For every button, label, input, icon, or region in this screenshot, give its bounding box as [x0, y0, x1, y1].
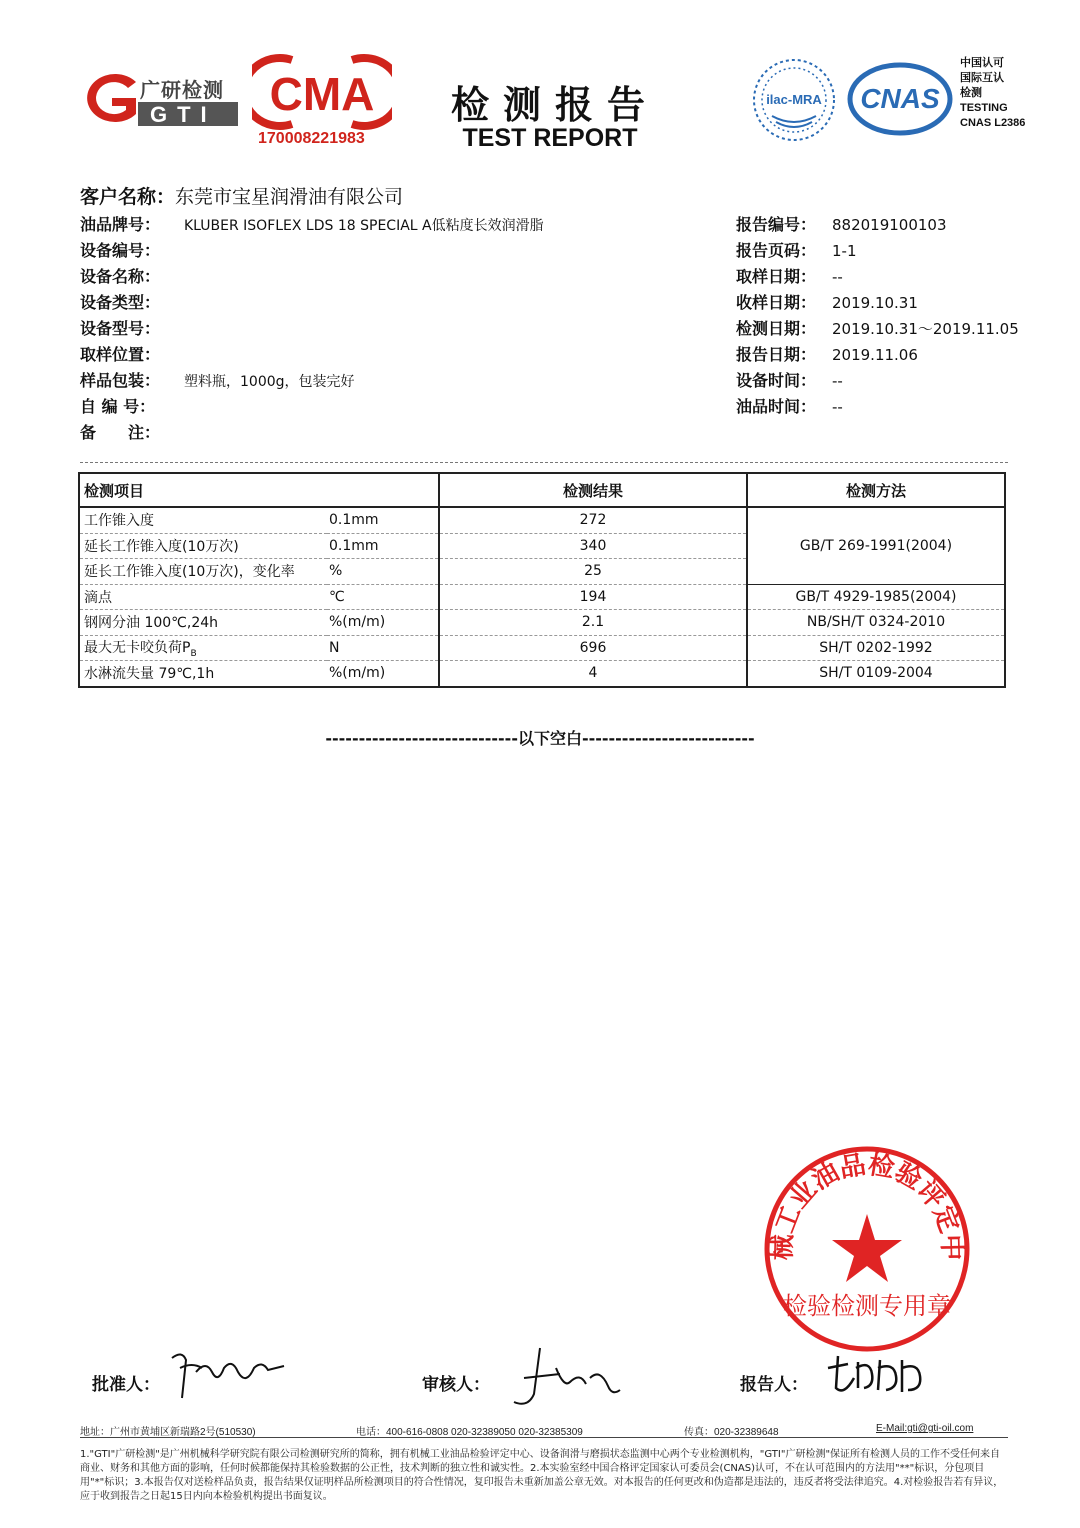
- info-row-page: [736, 238, 1056, 264]
- test-unit: %: [327, 559, 439, 585]
- svg-text:检验检测专用章: 检验检测专用章: [783, 1292, 951, 1320]
- test-result: 272: [439, 507, 747, 533]
- test-method: NB/SH/T 0324-2010: [747, 610, 1005, 636]
- test-item: 钢网分油 100℃,24h: [79, 610, 327, 636]
- info-value: 2019.11.06: [832, 346, 918, 364]
- footer-divider: [80, 1437, 1008, 1438]
- ilac-mra-mark: [750, 56, 838, 144]
- gti-logo: [78, 68, 243, 132]
- client-name-row: [80, 182, 403, 209]
- info-label: 样品包装：: [80, 371, 161, 390]
- info-value: --: [832, 398, 843, 416]
- test-item: 工作锥入度: [79, 507, 327, 533]
- info-row-equipment-time: [736, 368, 1056, 394]
- info-row-report-date: [736, 342, 1056, 368]
- cnas-caption-line: CNAS L2386: [960, 117, 1026, 129]
- table-row: [79, 507, 1005, 533]
- info-label: 油品牌号：: [80, 215, 161, 234]
- column-header-method: 检测方法: [747, 473, 1005, 507]
- test-item-text: 最大无卡咬负荷P: [84, 639, 191, 656]
- test-result: 4: [439, 661, 747, 687]
- info-label: 自 编 号：: [80, 397, 156, 416]
- info-value: 2019.10.31～2019.11.05: [832, 320, 1019, 338]
- test-item-subscript: B: [190, 648, 197, 659]
- info-row-received-date: [736, 290, 1056, 316]
- info-label: 设备类型：: [80, 293, 161, 312]
- info-value: --: [832, 372, 843, 390]
- test-item: 水淋流失量 79℃,1h: [79, 661, 327, 687]
- test-unit: N: [327, 635, 439, 661]
- test-item: [79, 635, 327, 661]
- info-value: 882019100103: [832, 216, 947, 234]
- approver-signature: [162, 1338, 292, 1412]
- info-row-sampling-date: [736, 264, 1056, 290]
- cma-number: 170008221983: [258, 130, 365, 147]
- svg-text:ilac-MRA: ilac-MRA: [766, 92, 822, 107]
- test-result: 2.1: [439, 610, 747, 636]
- ilac-mra-logo: [750, 56, 838, 144]
- info-value: 1-1: [832, 242, 857, 260]
- cma-logo: [252, 52, 392, 152]
- info-row-equipment-type: [80, 290, 680, 316]
- svg-text:GTI: GTI: [150, 102, 217, 127]
- info-label: 备 注：: [80, 423, 161, 442]
- info-row-oil-time: [736, 394, 1056, 420]
- report-info-right: [736, 212, 1056, 420]
- info-label: 设备编号：: [80, 241, 161, 260]
- cnas-caption-line: 检测: [960, 87, 982, 99]
- reporter-signature-mark: [818, 1338, 938, 1408]
- footer-notes: 1."GTI"广研检测"是广州机械科学研究院有限公司检测研究所的简称，拥有机械工业油品检验评定中心、设备润滑与磨损状态监测中心两个专业检测机构，"GTI"广研检测"保证所有检测人员的工作不受任何来自商业、财务和其他方面的影响，任何时候都能保持其检验数据的公正性，技术判断的独立性和诚实性。2.本实验室经中国合格评定国家认可委员会(CNAS)认可，不在认可范围内的方法用"**"标识，分包项目用"*"标识；3.本报告仅对送检样品负责，报告结果仅证明样品所检测项目的符合性情况，复印报告未重新加盖公章无效。对本报告的任何更改和伪造都是违法的，违反者将受法律追究。4.对检验报告若有异议，应于收到报告之日起15日内向本检验机构提出书面复议。: [80, 1449, 1004, 1502]
- info-value: KLUBER ISOFLEX LDS 18 SPECIAL A低粘度长效润滑脂: [184, 218, 544, 234]
- info-row-report-number: [736, 212, 1056, 238]
- info-row-remarks: [80, 420, 680, 446]
- info-row-equipment-id: [80, 238, 680, 264]
- cnas-mark: [846, 60, 954, 138]
- cnas-logo: [846, 60, 954, 138]
- table-row: [79, 610, 1005, 636]
- approver-signature-mark: [162, 1338, 292, 1408]
- cnas-caption: [960, 56, 1025, 131]
- info-label: 设备时间：: [736, 371, 817, 390]
- info-value: --: [832, 268, 843, 286]
- info-row-equipment-model: [80, 316, 680, 342]
- footer-email-link[interactable]: E-Mail:gti@gti-oil.com: [876, 1423, 974, 1434]
- official-seal-mark: [762, 1144, 972, 1354]
- client-name-label: 客户名称：: [80, 186, 176, 208]
- info-label: 设备名称：: [80, 267, 161, 286]
- info-value: 塑料瓶，1000g，包装完好: [184, 374, 355, 390]
- info-label: 报告日期：: [736, 345, 817, 364]
- test-result: 696: [439, 635, 747, 661]
- test-unit: %(m/m): [327, 610, 439, 636]
- info-label: 收样日期：: [736, 293, 817, 312]
- test-result: 25: [439, 559, 747, 585]
- svg-text:CMA: CMA: [269, 68, 375, 120]
- footer-address: 地址：广州市黄埔区新瑞路2号(510530): [80, 1427, 256, 1438]
- info-row-self-number: [80, 394, 680, 420]
- info-label: 报告页码：: [736, 241, 817, 260]
- test-unit: 0.1mm: [327, 507, 439, 533]
- info-row-oil-brand: [80, 212, 680, 238]
- test-method: GB/T 4929-1985(2004): [747, 584, 1005, 610]
- official-seal: [762, 1144, 972, 1354]
- info-row-packaging: [80, 368, 680, 394]
- test-result: 340: [439, 533, 747, 559]
- table-header-row: [79, 473, 1005, 507]
- info-label: 取样位置：: [80, 345, 161, 364]
- report-title-cn: 检测报告: [450, 82, 659, 127]
- reporter-label: 报告人：: [740, 1375, 808, 1395]
- reviewer-label: 审核人：: [422, 1375, 490, 1395]
- cnas-caption-line: 国际互认: [960, 72, 1004, 84]
- test-method: GB/T 269-1991(2004): [747, 507, 1005, 584]
- info-label: 取样日期：: [736, 267, 817, 286]
- approver-label: 批准人：: [92, 1375, 160, 1395]
- gti-logo-text: 广研检测: [140, 78, 224, 102]
- cnas-caption-line: 中国认可: [960, 57, 1004, 69]
- test-unit: 0.1mm: [327, 533, 439, 559]
- reviewer-signature-mark: [500, 1338, 630, 1414]
- footer-fax: 传真：020-32389648: [684, 1427, 779, 1438]
- column-header-item: 检测项目: [79, 473, 439, 507]
- info-label: 检测日期：: [736, 319, 817, 338]
- info-row-sampling-location: [80, 342, 680, 368]
- info-row-equipment-name: [80, 264, 680, 290]
- info-label: 设备型号：: [80, 319, 161, 338]
- client-name-value: 东莞市宝星润滑油有限公司: [175, 186, 404, 208]
- info-label: 油品时间：: [736, 397, 817, 416]
- table-row: [79, 635, 1005, 661]
- column-header-result: 检测结果: [439, 473, 747, 507]
- test-item: 延长工作锥入度(10万次): [79, 533, 327, 559]
- test-unit: ℃: [327, 584, 439, 610]
- test-method: SH/T 0109-2004: [747, 661, 1005, 687]
- test-item: 延长工作锥入度(10万次)，变化率: [79, 559, 327, 585]
- test-results-table: [78, 472, 1006, 688]
- report-title-en: TEST REPORT: [462, 124, 638, 152]
- test-unit: %(m/m): [327, 661, 439, 687]
- cma-logo-mark: [252, 52, 392, 132]
- footer-phone: 电话：400-616-0808 020-32389050 020-32385309: [356, 1427, 583, 1438]
- test-result: 194: [439, 584, 747, 610]
- sample-info-left: [80, 212, 680, 446]
- test-item: 滴点: [79, 584, 327, 610]
- table-row: [79, 661, 1005, 687]
- cnas-caption-line: TESTING: [960, 102, 1008, 114]
- info-label: 报告编号：: [736, 215, 817, 234]
- svg-text:CNAS: CNAS: [860, 83, 940, 114]
- reporter-signature: [818, 1338, 938, 1412]
- svg-text:机械工业油品检验评定中心: 械工业油品检验评定中: [767, 1149, 967, 1261]
- table-row: [79, 584, 1005, 610]
- section-divider: [80, 462, 1008, 463]
- reviewer-signature: [500, 1338, 630, 1418]
- test-method: SH/T 0202-1992: [747, 635, 1005, 661]
- info-row-test-dates: [736, 316, 1056, 342]
- blank-below-note: -----------------------------以下空白--------------------------: [325, 729, 755, 748]
- info-value: 2019.10.31: [832, 294, 918, 312]
